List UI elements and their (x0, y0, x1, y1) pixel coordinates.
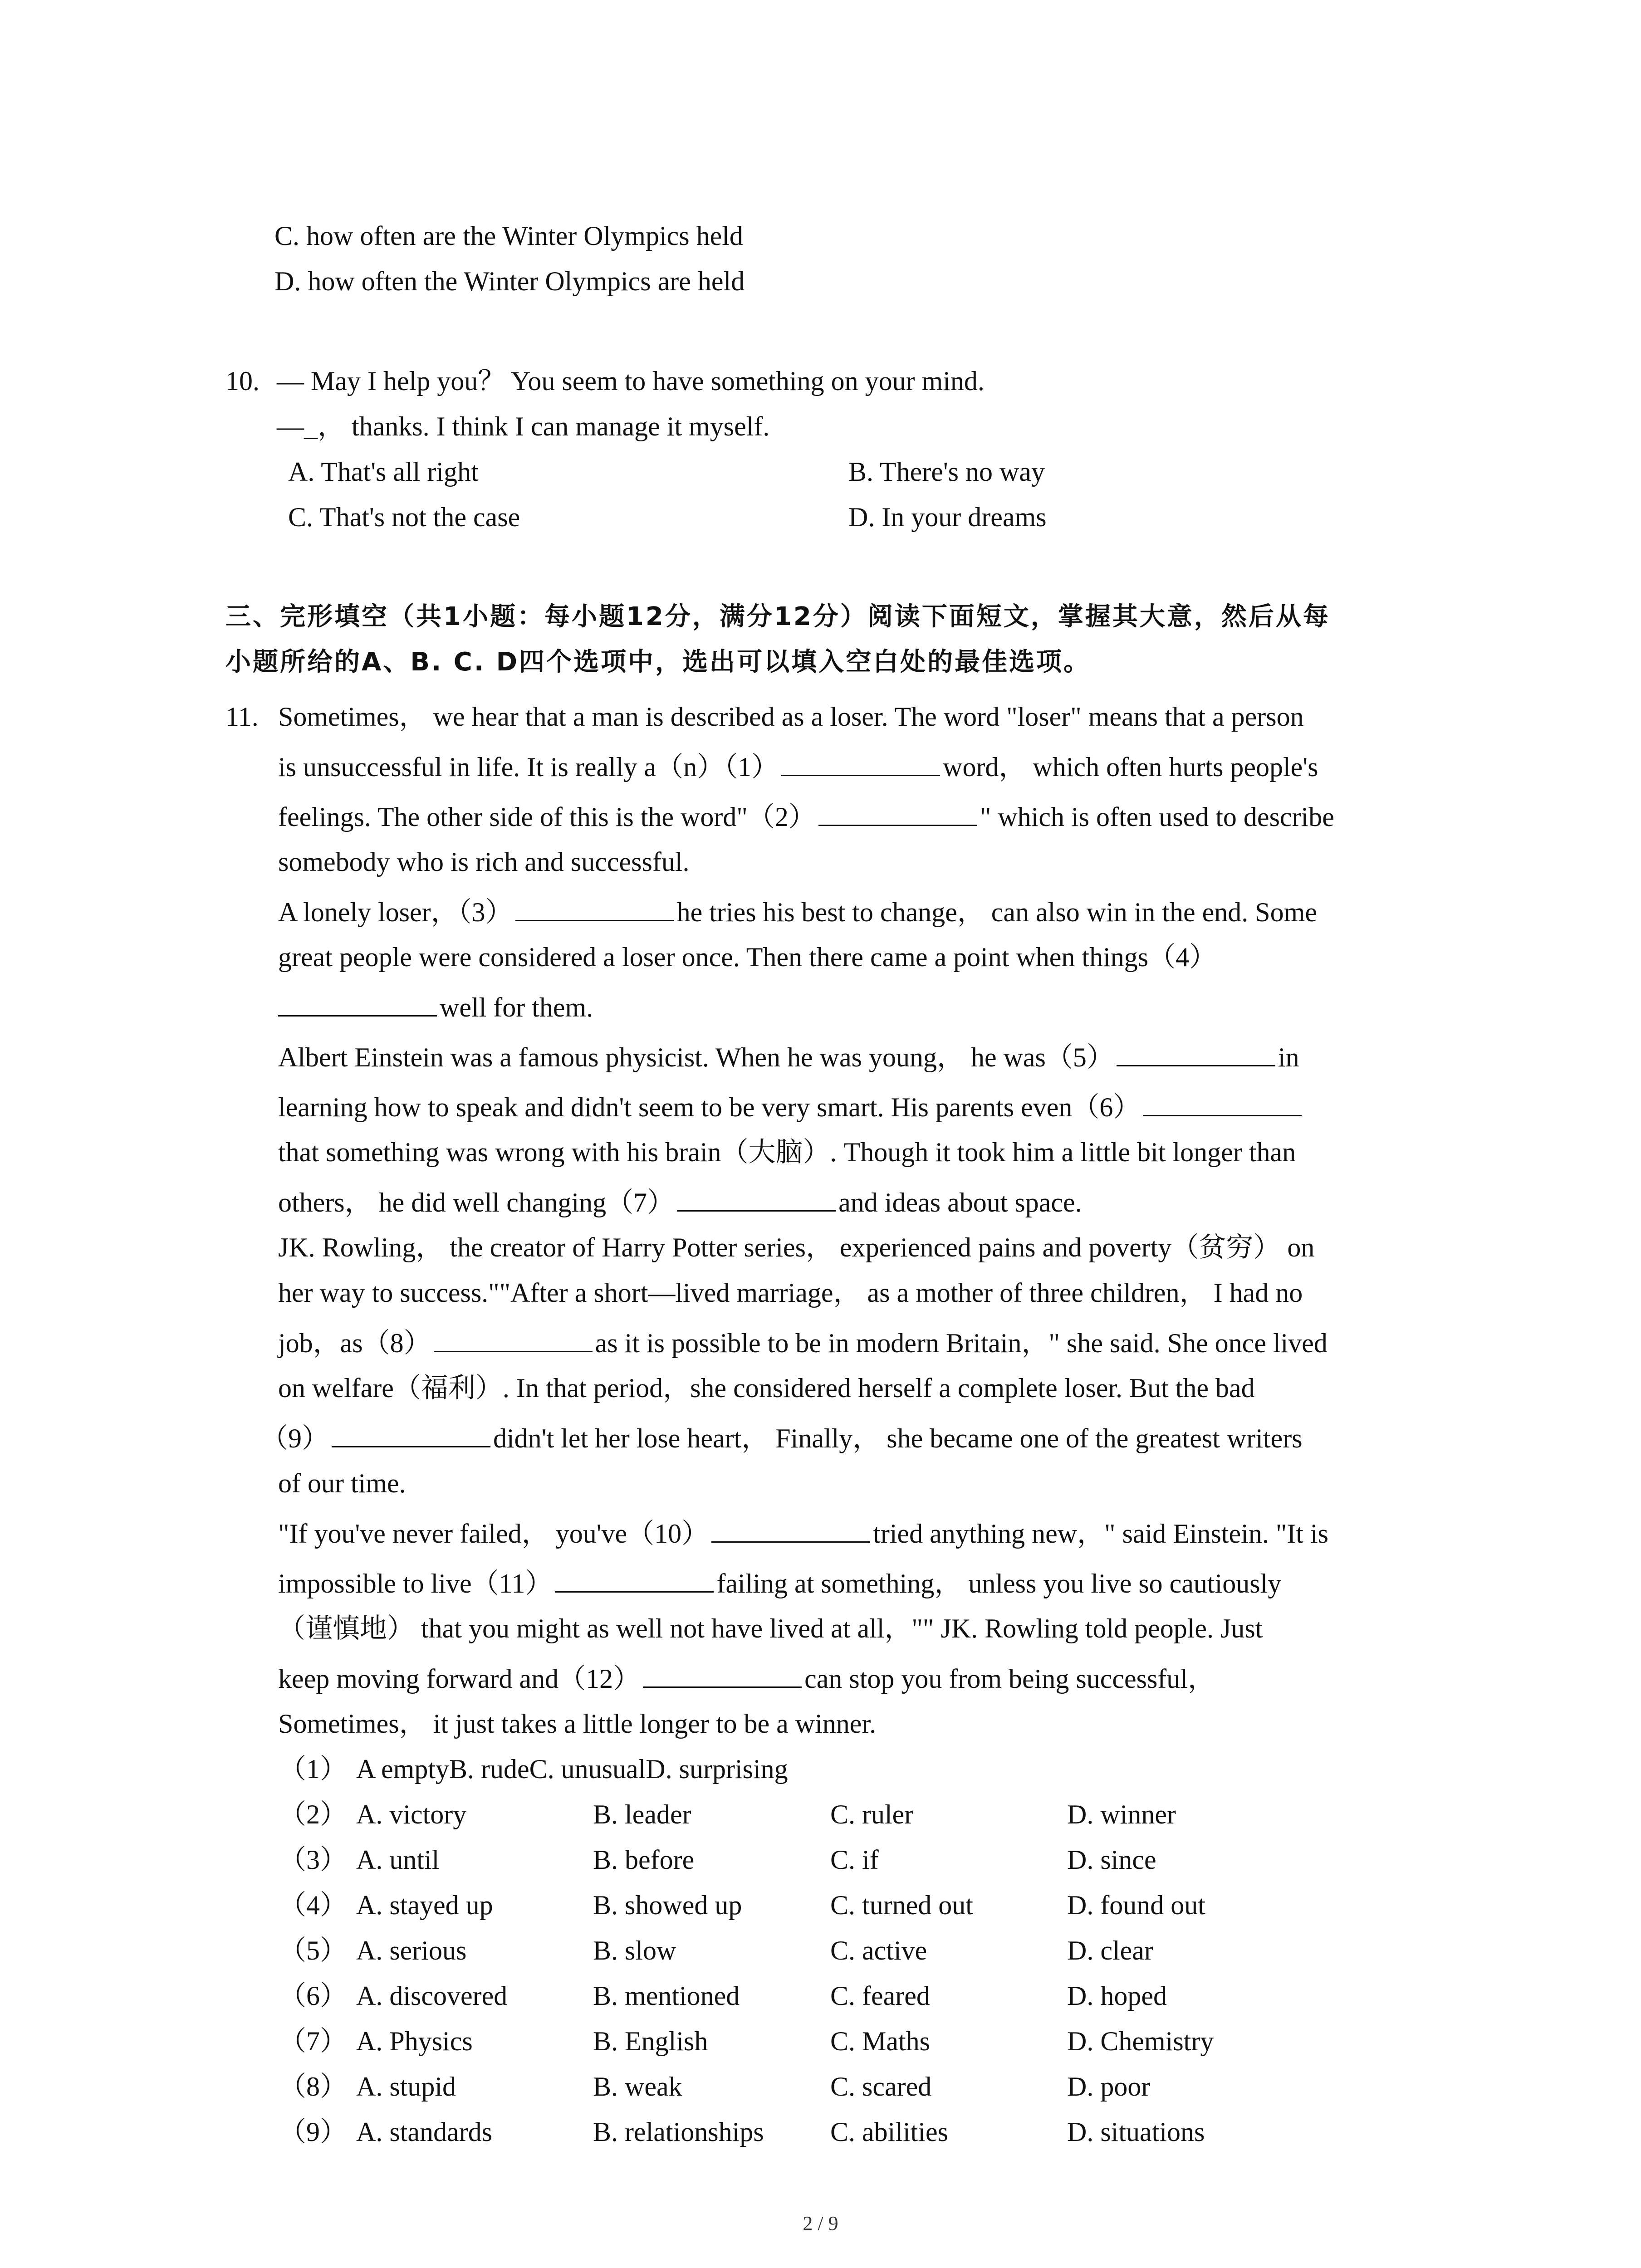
choice-number: （8） (279, 2072, 347, 2102)
choice-number: （4） (279, 1890, 347, 1920)
choice-option-d[interactable]: D. found out (1067, 1890, 1205, 1920)
q11-number: 11. (225, 702, 259, 732)
blank-7[interactable] (677, 1184, 836, 1212)
blank-4[interactable] (278, 989, 437, 1017)
passage-line: on welfare（福利）. In that period，she considered herself a complete loser. But the bad (278, 1373, 1255, 1403)
choice-number: （1） (279, 1754, 347, 1784)
choice-option-c[interactable]: C. scared (830, 2072, 932, 2102)
passage-line: well for them. (278, 989, 593, 1026)
blank-11[interactable] (555, 1565, 714, 1593)
choice-number: （3） (279, 1845, 347, 1875)
choice-option-a[interactable]: A. until (356, 1845, 440, 1875)
choice-option-b[interactable]: B. before (593, 1845, 695, 1875)
choice-option-c[interactable]: C. feared (830, 1981, 930, 2011)
choice-option-a[interactable]: A. Physics (356, 2026, 473, 2056)
passage-line: great people were considered a loser once. Then there came a point when things（4） (278, 942, 1217, 972)
choice-option-c[interactable]: C. active (830, 1936, 927, 1965)
q9-option-c: C. how often are the Winter Olympics held (274, 221, 743, 251)
choice-number: （7） (279, 2026, 347, 2056)
choice-number: （9） (279, 2117, 347, 2147)
passage-line: Albert Einstein was a famous physicist. When he was young， he was（5） in (278, 1039, 1299, 1075)
passage-line: her way to success.""After a short—lived marriage， as a mother of three children， I had no (278, 1278, 1303, 1308)
choice-option-d[interactable]: D. since (1067, 1845, 1156, 1875)
choice-option-a[interactable]: A emptyB. rudeC. unusualD. surprising (356, 1754, 788, 1784)
choice-number: （6） (279, 1981, 347, 2011)
blank-6[interactable] (1143, 1089, 1302, 1116)
choice-option-c[interactable]: C. if (830, 1845, 879, 1875)
choice-option-d[interactable]: D. winner (1067, 1799, 1176, 1829)
choice-option-d[interactable]: D. Chemistry (1067, 2026, 1214, 2056)
blank-3[interactable] (515, 894, 674, 921)
passage-line: （谨慎地） that you might as well not have lived at all，"" JK. Rowling told people. Just (278, 1613, 1263, 1643)
choice-option-b[interactable]: B. slow (593, 1936, 676, 1965)
choice-number: （2） (279, 1799, 347, 1829)
q10-option-d: D. In your dreams (848, 502, 1047, 532)
passage-line: of our time. (278, 1468, 406, 1498)
choice-option-a[interactable]: A. serious (356, 1936, 467, 1965)
page-number: 2 / 9 (803, 2212, 838, 2234)
choice-option-d[interactable]: D. clear (1067, 1936, 1153, 1965)
passage-line: Sometimes， we hear that a man is described as a loser. The word "loser" means that a person (278, 702, 1304, 732)
passage-line: is unsuccessful in life. It is really a（n）（1） word， which often hurts people's (278, 748, 1318, 785)
blank-2[interactable] (818, 798, 977, 826)
passage-line: learning how to speak and didn't seem to be very smart. His parents even（6） (278, 1089, 1304, 1125)
blank-5[interactable] (1117, 1039, 1275, 1066)
choice-option-d[interactable]: D. hoped (1067, 1981, 1167, 2011)
blank-9[interactable] (332, 1420, 490, 1447)
q10-option-c: C. That's not the case (288, 502, 520, 532)
blank-10[interactable] (711, 1515, 870, 1543)
q10-option-b: B. There's no way (848, 457, 1045, 487)
blank-8[interactable] (434, 1325, 593, 1352)
passage-line: JK. Rowling， the creator of Harry Potter series， experienced pains and poverty（贫穷） on (278, 1232, 1315, 1262)
choice-option-b[interactable]: B. English (593, 2026, 708, 2056)
choice-option-b[interactable]: B. mentioned (593, 1981, 740, 2011)
section-heading-line2: 小题所给的A、B. C. D四个选项中，选出可以填入空白处的最佳选项。 (225, 647, 1091, 677)
choice-number: （5） (279, 1936, 347, 1965)
choice-option-b[interactable]: B. relationships (593, 2117, 764, 2147)
passage-line: somebody who is rich and successful. (278, 847, 690, 877)
choice-option-d[interactable]: D. situations (1067, 2117, 1205, 2147)
choice-option-a[interactable]: A. victory (356, 1799, 467, 1829)
choice-option-b[interactable]: B. showed up (593, 1890, 742, 1920)
passage-line: that something was wrong with his brain（大脑）. Though it took him a little bit longer than (278, 1137, 1296, 1167)
choice-option-a[interactable]: A. stayed up (356, 1890, 493, 1920)
choice-option-a[interactable]: A. stupid (356, 2072, 456, 2102)
choice-option-d[interactable]: D. poor (1067, 2072, 1151, 2102)
choice-option-a[interactable]: A. standards (356, 2117, 492, 2147)
passage-line: keep moving forward and（12） can stop you from being successful， (278, 1660, 1215, 1697)
choice-option-a[interactable]: A. discovered (356, 1981, 508, 2011)
q9-option-d: D. how often the Winter Olympics are held (274, 266, 745, 296)
choice-option-c[interactable]: C. turned out (830, 1890, 973, 1920)
passage-line: impossible to live（11） failing at something， unless you live so cautiously (278, 1565, 1281, 1602)
q10-prompt: — May I help you？ You seem to have something on your mind. (277, 366, 985, 396)
choice-option-c[interactable]: C. ruler (830, 1799, 914, 1829)
passage-line: （9） didn't let her lose heart， Finally， she became one of the greatest writers (261, 1420, 1303, 1457)
choice-option-b[interactable]: B. leader (593, 1799, 691, 1829)
section-heading-line1: 三、完形填空（共1小题：每小题12分，满分12分）阅读下面短文，掌握其大意，然后从每 (225, 602, 1330, 631)
passage-line: feelings. The other side of this is the word"（2） " which is often used to describe (278, 798, 1334, 835)
q10-reply: —_， thanks. I think I can manage it myself. (277, 411, 770, 441)
choice-option-b[interactable]: B. weak (593, 2072, 682, 2102)
passage-line: "If you've never failed， you've（10） tried anything new，" said Einstein. "It is (278, 1515, 1328, 1552)
passage-line: Sometimes， it just takes a little longer to be a winner. (278, 1709, 877, 1739)
q10-number: 10. (225, 366, 260, 396)
blank-12[interactable] (643, 1660, 802, 1688)
choice-option-c[interactable]: C. abilities (830, 2117, 948, 2147)
passage-line: others， he did well changing（7） and ideas about space. (278, 1184, 1082, 1221)
blank-1[interactable] (781, 748, 940, 776)
passage-line: A lonely loser，（3） he tries his best to change， can also win in the end. Some (278, 894, 1317, 930)
q10-option-a: A. That's all right (288, 457, 479, 487)
passage-line: job，as（8） as it is possible to be in modern Britain，" she said. She once lived (278, 1325, 1327, 1361)
choice-option-c[interactable]: C. Maths (830, 2026, 931, 2056)
